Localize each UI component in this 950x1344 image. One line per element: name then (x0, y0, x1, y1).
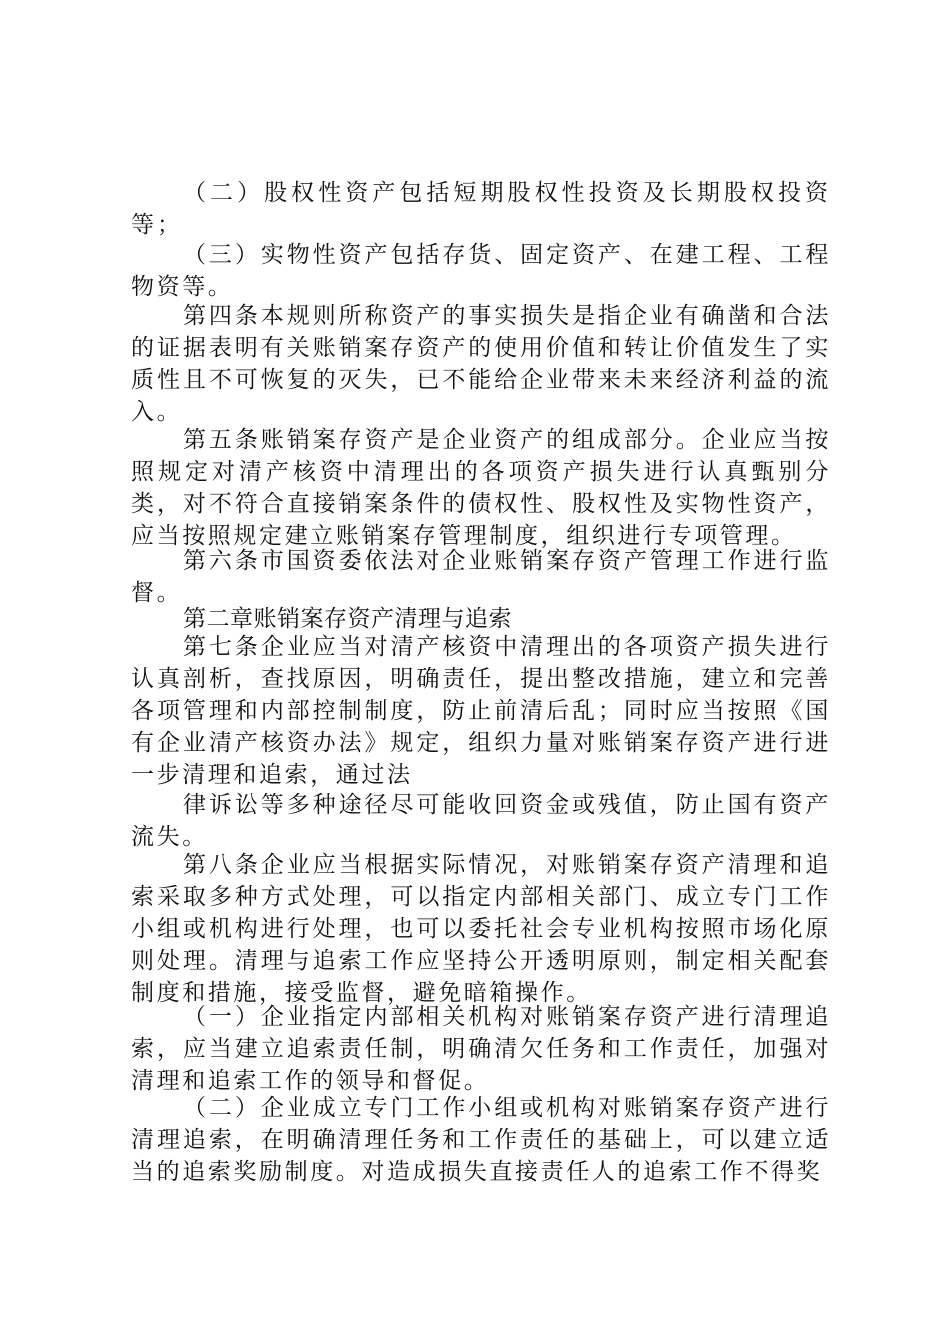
paragraph-article-5: 第五条账销案存资产是企业资产的组成部分。企业应当按照规定对清产核资中清理出的各项资产损失进行认真甄别分类，对不符合直接销案条件的债权性、股权性及实物性资产，应当按照规定建立账销案存管理制度，组织进行专项管理。 (131, 427, 831, 549)
paragraph-article-7: 第七条企业应当对清产核资中清理出的各项资产损失进行认真剖析，查找原因，明确责任，提出整改措施，建立和完善各项管理和内部控制制度，防止前清后乱；同时应当按照《国有企业清产核资办法》规定，组织力量对账销案存资产进行进一步清理和追索，通过法 (131, 634, 831, 788)
chapter-heading: 第二章账销案存资产清理与追索 (183, 606, 512, 632)
paragraph-equity-assets: （二）股权性资产包括短期股权性投资及长期股权投资等； (131, 180, 831, 238)
paragraph-item-2: （二）企业成立专门工作小组或机构对账销案存资产进行清理追索，在明确清理任务和工作责任的基础上，可以建立适当的追索奖励制度。对造成损失直接责任人的追索工作不得奖 (131, 1095, 831, 1185)
paragraph-article-8: 第八条企业应当根据实际情况，对账销案存资产清理和追索采取多种方式处理，可以指定内部相关部门、成立专门工作小组或机构进行处理，也可以委托社会专业机构按照市场化原则处理。清理与追索工作应坚持公开透明原则，制定相关配套制度和措施，接受监督，避免暗箱操作。 (131, 852, 831, 1006)
paragraph-article-4: 第四条本规则所称资产的事实损失是指企业有确凿和合法的证据表明有关账销案存资产的使用价值和转让价值发生了实质性且不可恢复的灭失，已不能给企业带来未来经济利益的流入。 (131, 303, 831, 425)
paragraph-physical-assets: （三）实物性资产包括存货、固定资产、在建工程、工程物资等。 (131, 242, 831, 300)
paragraph-item-1: （一）企业指定内部相关机构对账销案存资产进行清理追索，应当建立追索责任制，明确清欠任务和工作责任，加强对清理和追索工作的领导和督促。 (131, 1004, 831, 1094)
paragraph-article-6: 第六条市国资委依法对企业账销案存资产管理工作进行监督。 (131, 548, 831, 606)
paragraph-article-7-continued: 律诉讼等多种途径尽可能收回资金或残值，防止国有资产流失。 (131, 792, 831, 850)
